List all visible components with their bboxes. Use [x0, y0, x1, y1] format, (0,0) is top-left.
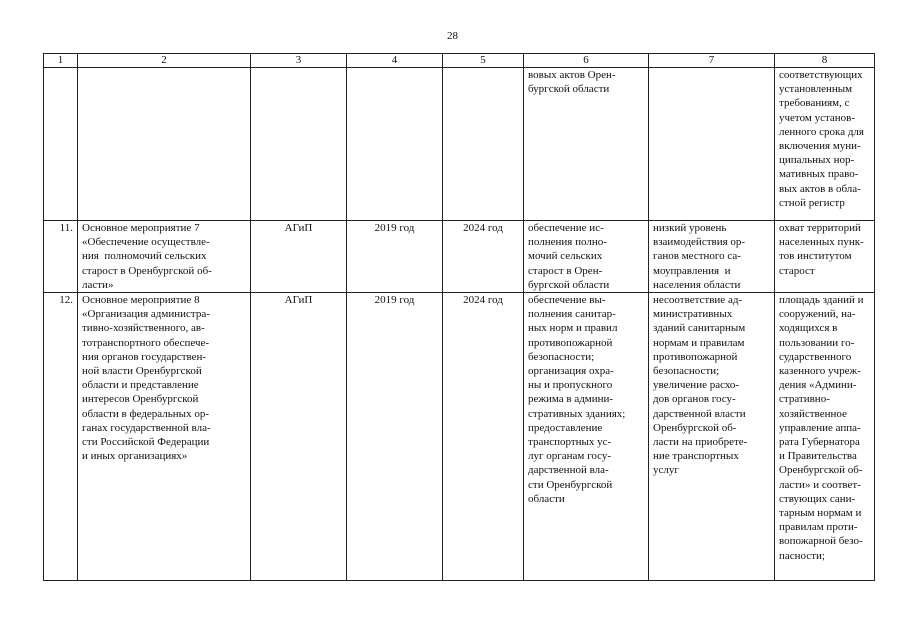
- activities-table: [43, 53, 875, 581]
- start-year-cell: 2019 год: [347, 293, 443, 581]
- table-row-12: [44, 293, 875, 581]
- col-header-5: 5: [443, 54, 524, 68]
- col-header-2: 2: [78, 54, 251, 68]
- executor-cell: АГиП: [251, 221, 347, 293]
- expected-result-cell: вовых актов Орен- бургской области: [524, 68, 649, 221]
- indicator-cell: площадь зданий и сооружений, на- ходящихся в пользовании го- сударственного казенного учреж- дения «Админи- стративно- хозяйственное управление аппа- рата Губернатора и Правительства Оренбургской об- ласти» и соответ- ствующих сани- тарным нормам и правилам проти- вопожарной безо- пасности;: [775, 293, 875, 581]
- activity-cell: Основное мероприятие 8 «Организация администра- тивно-хозяйственного, ав- тотранспортного обеспече- ния органов государствен- ной власти Оренбургской области и представление интересов Оренбургской области в федеральных ор- ганах государственной вла- сти Российской Федерации и иных организациях»: [78, 293, 251, 581]
- row-number: 12.: [44, 293, 78, 581]
- col-header-8: 8: [775, 54, 875, 68]
- executor-cell: [251, 68, 347, 221]
- col-header-3: 3: [251, 54, 347, 68]
- col-header-4: 4: [347, 54, 443, 68]
- start-year-cell: [347, 68, 443, 221]
- executor-cell: АГиП: [251, 293, 347, 581]
- page-number: 28: [447, 30, 458, 42]
- table-header-row: [44, 54, 875, 68]
- end-year-cell: [443, 68, 524, 221]
- activity-cell: [78, 68, 251, 221]
- col-header-6: 6: [524, 54, 649, 68]
- start-year-cell: 2019 год: [347, 221, 443, 293]
- row-number: 11.: [44, 221, 78, 293]
- col-header-7: 7: [649, 54, 775, 68]
- table-row-continuation: [44, 68, 875, 221]
- indicator-cell: соответствующих установленным требованиям, с учетом установ- ленного срока для включения муни- ципальных нор- мативных право- вых актов в обла- стной регистр: [775, 68, 875, 221]
- end-year-cell: 2024 год: [443, 293, 524, 581]
- col-header-1: 1: [44, 54, 78, 68]
- consequences-cell: [649, 68, 775, 221]
- consequences-cell: несоответствие ад- министративных зданий санитарным нормам и правилам противопожарной безопасности; увеличение расхо- дов органов госу- дарственной власти Оренбургской об- ласти на приобрете- ние транспортных услуг: [649, 293, 775, 581]
- table-row-11: [44, 221, 875, 293]
- indicator-cell: охват территорий населенных пунк- тов институтом старост: [775, 221, 875, 293]
- activity-cell: Основное мероприятие 7 «Обеспечение осуществле- ния полномочий сельских старост в Оренбургской об- ласти»: [78, 221, 251, 293]
- expected-result-cell: обеспечение вы- полнения санитар- ных норм и правил противопожарной безопасности; организация охра- ны и пропускного режима в админи- стративных зданиях; предоставление транспортных ус- луг органам госу- дарственной вла- сти Оренбургской области: [524, 293, 649, 581]
- expected-result-cell: обеспечение ис- полнения полно- мочий сельских старост в Орен- бургской области: [524, 221, 649, 293]
- row-number: [44, 68, 78, 221]
- consequences-cell: низкий уровень взаимодействия ор- ганов местного са- моуправления и населения области: [649, 221, 775, 293]
- end-year-cell: 2024 год: [443, 221, 524, 293]
